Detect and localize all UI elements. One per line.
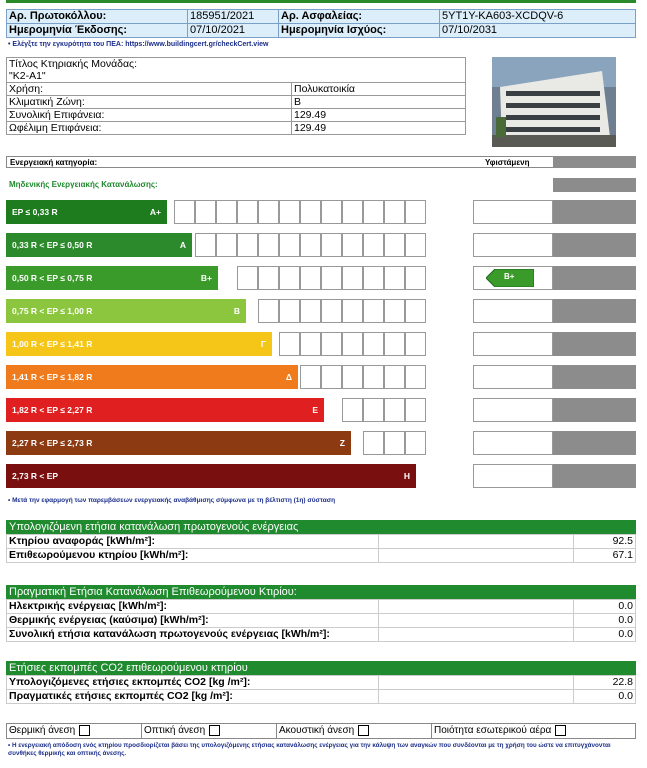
thermal-comfort-checkbox[interactable]: [79, 725, 90, 736]
potential-cell: [553, 398, 636, 422]
grid-cell: [258, 299, 279, 323]
comfort-checkboxes: [6, 723, 636, 739]
grid-cell: [321, 299, 342, 323]
visual-comfort: Οπτική άνεση: [142, 724, 277, 739]
grid-cell: [342, 266, 363, 290]
grid-cell: [279, 299, 300, 323]
energy-band-class: Η: [403, 471, 410, 481]
potential-cell: [553, 332, 636, 356]
grid-cell: [237, 266, 258, 290]
acoustic-comfort-checkbox[interactable]: [358, 725, 369, 736]
existing-cell: [473, 365, 553, 389]
issue-date-value: 07/10/2021: [188, 24, 279, 38]
grid-cell: [384, 398, 405, 422]
grid-cell: [363, 299, 384, 323]
grid-cell: [384, 266, 405, 290]
potential-cell: [553, 431, 636, 455]
use-value: Πολυκατοικία: [292, 83, 466, 96]
actual-title: Πραγματική Ετήσια Κατανάλωση Επιθεωρούμενου Κτιρίου:: [6, 585, 636, 599]
energy-band-class: Ζ: [339, 438, 345, 448]
grid-cell: [258, 200, 279, 224]
grid-cell: [405, 398, 426, 422]
grid-cell: [405, 299, 426, 323]
grid-cell: [342, 233, 363, 257]
energy-band-class: B+: [200, 273, 212, 283]
insurance-value: 5YT1Y-KA603-XCDQV-6: [440, 10, 636, 24]
energy-band-class: Γ: [260, 339, 266, 349]
grid-cell: [342, 200, 363, 224]
verify-link[interactable]: • Ελέγξτε την εγκυρότητα του ΠΕΑ: https://www.buildingcert.gr/checkCert.view: [8, 41, 269, 48]
upgrade-note: • Μετά την εφαρμογή των παρεμβάσεων ενεργειακής αναβάθμισης σύμφωνα με τη βέλτιστη (1η) σύσταση: [8, 497, 336, 504]
existing-cell: [473, 431, 553, 455]
energy-band-class: A: [179, 240, 186, 250]
existing-cell: [473, 398, 553, 422]
grid-cell: [195, 200, 216, 224]
grid-cell: [321, 266, 342, 290]
zone-value: Β: [292, 96, 466, 109]
grid-cell: [300, 332, 321, 356]
validity-date-label: Ημερομηνία Ισχύος:: [279, 24, 440, 38]
zone-label: Κλιματική Ζώνη:: [7, 96, 292, 109]
grid-cell: [342, 398, 363, 422]
calc-inspected-value: 67.1: [574, 549, 636, 563]
calculated-consumption-section: [6, 520, 636, 563]
unit-info: [6, 57, 466, 135]
grid-cell: [363, 431, 384, 455]
energy-band-range: 1,00 R < EP ≤ 1,41 R: [12, 339, 93, 349]
potential-header-fill: [553, 156, 636, 168]
energy-band-range: 2,27 R < EP ≤ 2,73 R: [12, 438, 93, 448]
validity-date-value: 07/10/2031: [440, 24, 636, 38]
potential-cell: [553, 233, 636, 257]
thermal-comfort: Θερμική άνεση: [7, 724, 142, 739]
co2-calc-value: 22.8: [574, 676, 636, 690]
certificate-header: [6, 9, 636, 38]
grid-cell: [216, 233, 237, 257]
unit-title-value: "Κ2-Α1": [9, 70, 46, 82]
useful-area-label: Ωφέλιμη Επιφάνεια:: [7, 122, 292, 135]
footer-note: • Η ενεργειακή απόδοση ενός κτηρίου προσδιορίζεται βάσει της υπολογιζόμενης ετήσιας κατανάλωσης ενέργειας για την κάλυψη των αναγκών που συνδέονται με τη χρήση του ώστε να επιτυγχάνονται συνθήκες θερμικής και οπτικής άνεσης.: [8, 742, 611, 757]
grid-cell: [216, 200, 237, 224]
actual-thermal-value: 0.0: [574, 614, 636, 628]
grid-cell: [363, 233, 384, 257]
grid-cell: [195, 233, 216, 257]
grid-cell: [405, 431, 426, 455]
calc-ref-label: Κτηρίου αναφοράς [kWh/m²]:: [7, 535, 379, 549]
grid-cell: [321, 365, 342, 389]
grid-cell: [321, 332, 342, 356]
grid-cell: [384, 332, 405, 356]
grid-cell: [363, 200, 384, 224]
existing-cell: [473, 233, 553, 257]
energy-band: [6, 332, 272, 356]
co2-actual-value: 0.0: [574, 690, 636, 704]
existing-cell: [473, 332, 553, 356]
energy-band-range: 1,41 R < EP ≤ 1,82 R: [12, 372, 93, 382]
co2-title: Ετήσιες εκπομπές CO2 επιθεωρούμενου κτηρίου: [6, 661, 636, 675]
co2-calc-label: Υπολογιζόμενες ετήσιες εκπομπές CO2 [kg /m²]:: [7, 676, 379, 690]
unit-title-cell: [7, 58, 466, 83]
grid-cell: [384, 365, 405, 389]
grid-cell: [258, 266, 279, 290]
grid-cell: [279, 200, 300, 224]
energy-band-class: A+: [149, 207, 161, 217]
grid-cell: [279, 233, 300, 257]
energy-band-class: Δ: [285, 372, 292, 382]
energy-band-range: 1,82 R < EP ≤ 2,27 R: [12, 405, 93, 415]
grid-cell: [384, 233, 405, 257]
grid-cell: [405, 266, 426, 290]
grid-cell: [258, 233, 279, 257]
energy-band: [6, 266, 218, 290]
nzeb-potential: [553, 178, 636, 192]
grid-cell: [237, 200, 258, 224]
grid-cell: [300, 233, 321, 257]
grid-cell: [342, 299, 363, 323]
energy-band-range: 0,75 R < EP ≤ 1,00 R: [12, 306, 93, 316]
grid-cell: [279, 266, 300, 290]
grid-cell: [405, 332, 426, 356]
grid-cell: [342, 332, 363, 356]
grid-cell: [237, 233, 258, 257]
total-area-value: 129.49: [292, 109, 466, 122]
actual-total-value: 0.0: [574, 628, 636, 642]
potential-cell: [553, 365, 636, 389]
potential-cell: [553, 266, 636, 290]
issue-date-label: Ημερομηνία Έκδοσης:: [7, 24, 188, 38]
calc-title: Υπολογιζόμενη ετήσια κατανάλωση πρωτογενούς ενέργειας: [6, 520, 636, 534]
potential-cell: [553, 200, 636, 224]
grid-cell: [363, 398, 384, 422]
energy-category-chart: [6, 156, 636, 496]
protocol-value: 185951/2021: [188, 10, 279, 24]
energy-band-range: 0,50 R < EP ≤ 0,75 R: [12, 273, 93, 283]
energy-band: [6, 299, 246, 323]
actual-electric-label: Ηλεκτρικής ενέργειας [kWh/m²]:: [7, 600, 379, 614]
grid-cell: [384, 299, 405, 323]
existing-cell: [473, 200, 553, 224]
energy-band-range: EP ≤ 0,33 R: [12, 207, 58, 217]
protocol-label: Αρ. Πρωτοκόλλου:: [7, 10, 188, 24]
grid-cell: [405, 200, 426, 224]
actual-electric-value: 0.0: [574, 600, 636, 614]
actual-thermal-label: Θερμικής ενέργειας (καύσιμα) [kWh/m²]:: [7, 614, 379, 628]
energy-band: [6, 365, 298, 389]
current-class-label: B+: [504, 272, 515, 281]
existing-cell: [473, 299, 553, 323]
visual-comfort-checkbox[interactable]: [209, 725, 220, 736]
grid-cell: [279, 332, 300, 356]
co2-actual-label: Πραγματικές ετήσιες εκπομπές CO2 [kg /m²]:: [7, 690, 379, 704]
grid-cell: [384, 200, 405, 224]
grid-cell: [405, 233, 426, 257]
calc-ref-value: 92.5: [574, 535, 636, 549]
grid-cell: [300, 266, 321, 290]
nzeb-label: Μηδενικής Ενεργειακής Κατανάλωσης:: [9, 180, 158, 189]
grid-cell: [363, 332, 384, 356]
co2-emissions-section: [6, 661, 636, 704]
grid-cell: [321, 233, 342, 257]
air-quality-checkbox[interactable]: [555, 725, 566, 736]
current-class-arrow: [486, 269, 534, 287]
actual-total-label: Συνολική ετήσια κατανάλωση πρωτογενούς ενέργειας [kWh/m²]:: [7, 628, 379, 642]
top-rule: [6, 0, 636, 3]
building-photo: [492, 57, 616, 147]
unit-title-label: Τίτλος Κτηριακής Μονάδας:: [9, 58, 138, 70]
insurance-label: Αρ. Ασφαλείας:: [279, 10, 440, 24]
grid-cell: [300, 365, 321, 389]
energy-band-class: B: [233, 306, 240, 316]
energy-band-range: 2,73 R < EP: [12, 471, 59, 481]
energy-band-range: 0,33 R < EP ≤ 0,50 R: [12, 240, 93, 250]
grid-cell: [384, 431, 405, 455]
grid-cell: [363, 365, 384, 389]
existing-label: Υφιστάμενη: [485, 158, 530, 167]
potential-cell: [553, 464, 636, 488]
grid-cell: [300, 299, 321, 323]
energy-band: [6, 200, 167, 224]
air-quality: Ποιότητα εσωτερικού αέρα: [432, 724, 636, 739]
use-label: Χρήση:: [7, 83, 292, 96]
total-area-label: Συνολική Επιφάνεια:: [7, 109, 292, 122]
grid-cell: [363, 266, 384, 290]
actual-consumption-section: [6, 585, 636, 642]
energy-band-class: Ε: [312, 405, 318, 415]
energy-band: [6, 431, 351, 455]
grid-cell: [405, 365, 426, 389]
grid-cell: [300, 200, 321, 224]
potential-cell: [553, 299, 636, 323]
energy-band: [6, 464, 416, 488]
useful-area-value: 129.49: [292, 122, 466, 135]
calc-inspected-label: Επιθεωρούμενου κτηρίου [kWh/m²]:: [7, 549, 379, 563]
existing-cell: [473, 464, 553, 488]
grid-cell: [321, 200, 342, 224]
acoustic-comfort: Ακουστική άνεση: [277, 724, 432, 739]
energy-band: [6, 398, 324, 422]
grid-cell: [174, 200, 195, 224]
energy-band: [6, 233, 192, 257]
energy-category-label: Ενεργειακή κατηγορία:: [10, 158, 98, 167]
grid-cell: [342, 365, 363, 389]
energy-category-header: [6, 156, 636, 168]
